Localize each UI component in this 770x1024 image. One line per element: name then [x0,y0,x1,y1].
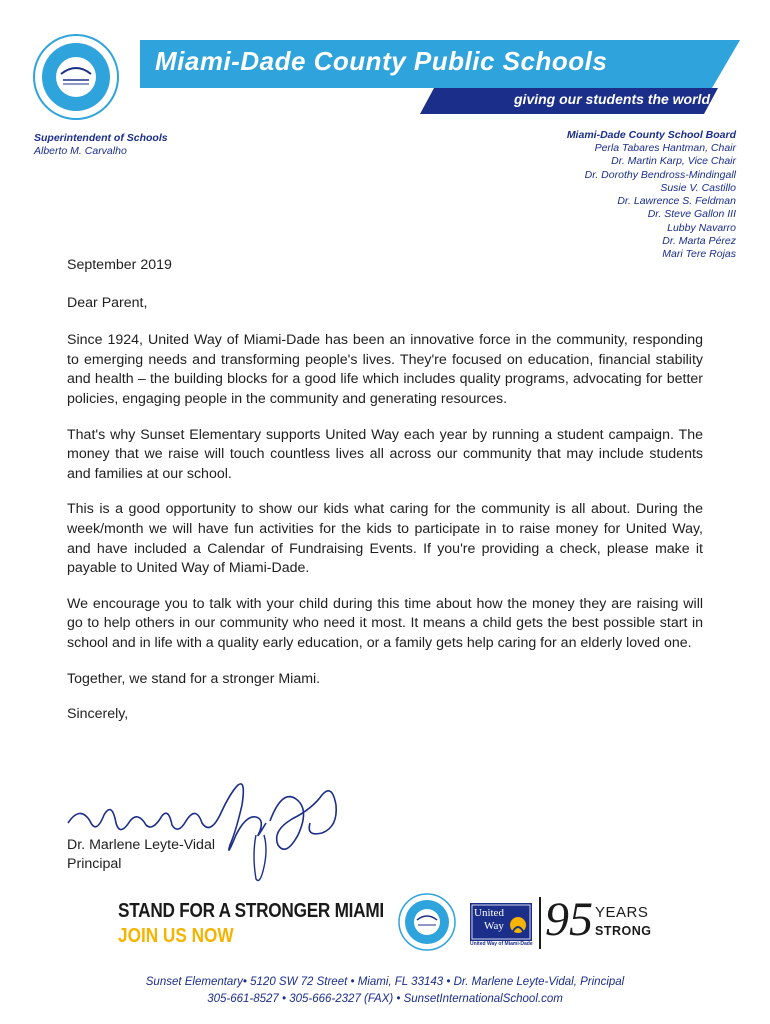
board-member: Dr. Dorothy Bendross-Mindingall [584,168,736,181]
board-member: Dr. Steve Gallon III [647,208,736,221]
board-member: Perla Tabares Hantman, Chair [594,142,736,154]
district-seal-icon [33,34,119,120]
school-address: Sunset Elementary• 5120 SW 72 Street • Miami, FL 33143 • Dr. Marlene Leyte-Vidal, Principal [145,976,625,988]
letter-salutation: Dear Parent, [67,294,148,311]
letter-body [67,256,703,725]
letter-paragraph: Since 1924, United Way of Miami-Dade has been an innovative force in the community, responding to emerging needs and transforming people's lives. They're focused on education, financial stability and health – the building blocks for a good life which includes quality programs, advocating for better policies, engaging people in the community and generating resources. [67,332,703,407]
district-tagline: giving our students the world [514,91,710,107]
superintendent-name: Alberto M. Carvalho [34,145,127,157]
letter-closing: Sincerely, [67,706,129,723]
years-number: 95 [545,893,593,946]
united-way-caption: United Way of Miami-Dade [470,941,533,947]
letter-paragraph: We encourage you to talk with your child during this time about how the money they are raising will go to help others in our community who need it most. It means a child gets the best possible start in school and in life with a quality early education, or a family gets help caring for an elderly loved one. [67,595,703,651]
letter-date: September 2019 [67,257,172,273]
school-board-list [436,128,736,262]
board-member: Dr. Martin Karp, Vice Chair [611,155,736,168]
logo-divider [539,897,541,949]
board-member: Dr. Marta Pérez [662,235,736,248]
united-way-logo [470,903,532,941]
school-contact: 305-661-8527 • 305-666-2327 (FAX) • SunsetInternationalSchool.com [207,993,563,1005]
letter-paragraph: This is a good opportunity to show our kids what caring for the community is all about. During the week/month we will have fun activities for the kids to participate in to raise money for United Way, and have included a Calendar of Fundraising Events. If you're providing a check, please make it payable to United Way of Miami-Dade. [67,501,703,577]
letter-paragraph: That's why Sunset Elementary supports United Way each year by running a student campaign. The money that we raise will touch countless lives all across our community that may include students and families at our school. [67,426,703,482]
campaign-headline: STAND FOR A STRONGER MIAMI [118,900,384,922]
school-board-title: Miami-Dade County School Board [566,129,736,141]
board-member: Mari Tere Rojas [662,248,736,261]
strong-label: STRONG [595,924,652,938]
board-member: Lubby Navarro [667,221,736,234]
district-seal-small-icon [398,893,456,951]
united-way-label-bottom: Way [484,920,504,932]
signer-name: Dr. Marlene Leyte-Vidal [67,837,215,853]
united-way-label-top: United [474,907,504,919]
board-member: Susie V. Castillo [660,181,736,194]
letter-paragraph: Together, we stand for a stronger Miami. [67,670,321,687]
years-label: YEARS [595,904,649,921]
signer-title: Principal [67,856,122,872]
campaign-call-to-action: JOIN US NOW [118,925,234,947]
board-member: Dr. Lawrence S. Feldman [617,195,736,208]
superintendent-title: Superintendent of Schools [34,132,168,144]
district-title: Miami-Dade County Public Schools [155,46,608,76]
